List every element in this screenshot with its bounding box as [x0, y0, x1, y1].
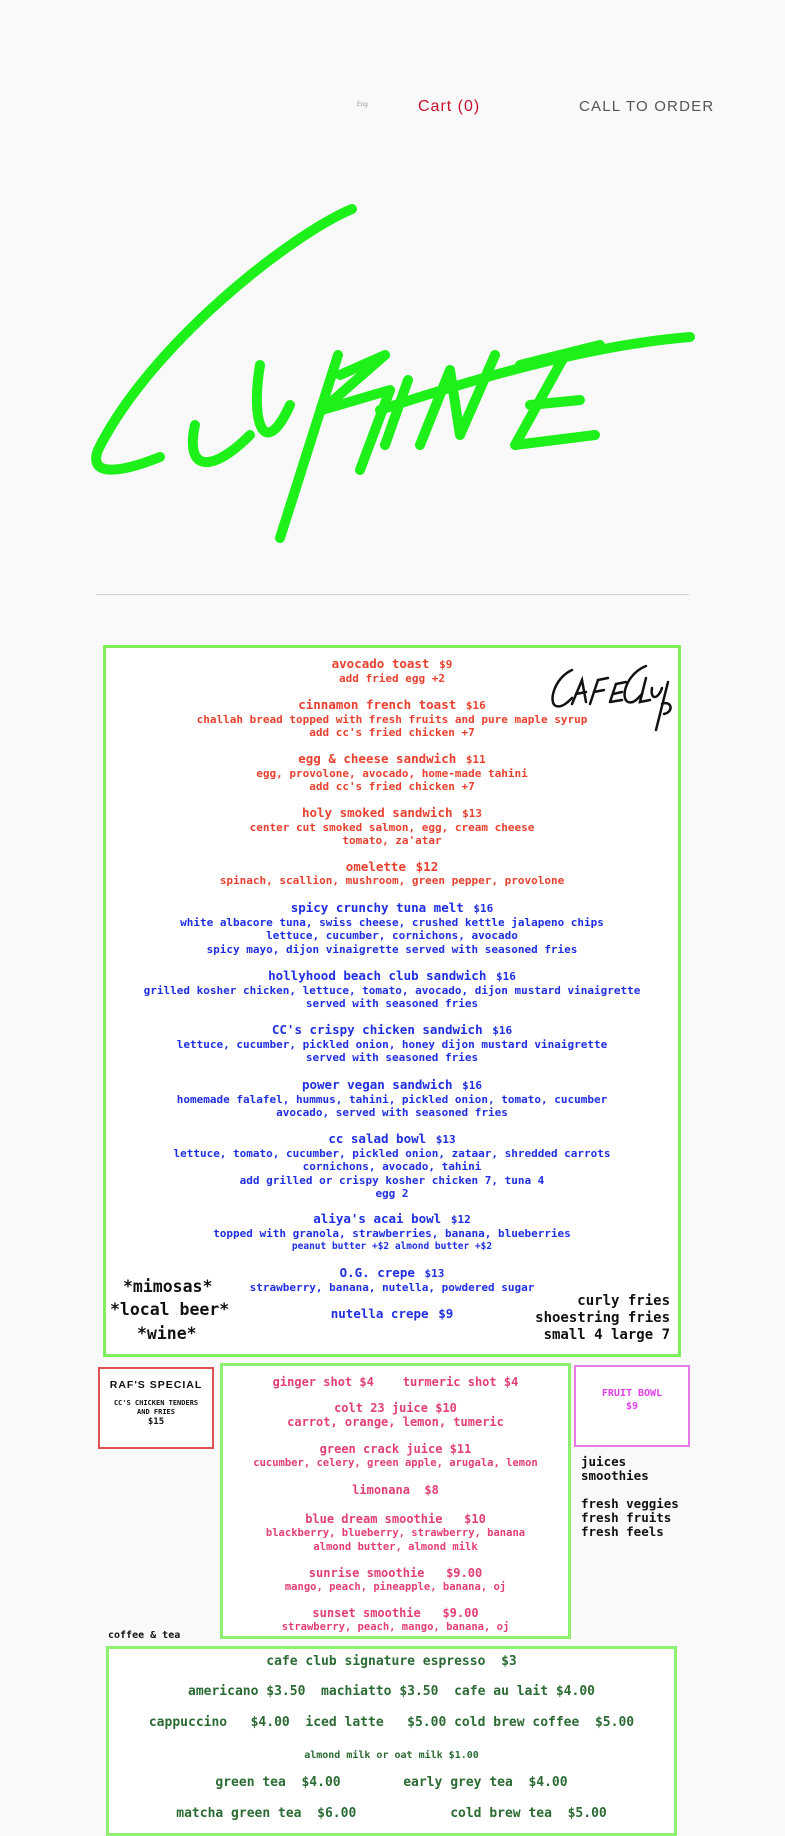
menu-item: avocado toast $9 add fried egg +2 [331, 656, 453, 685]
coffee-tea-label: coffee & tea [108, 1630, 181, 1641]
coffee-line: cafe club signature espresso $3 [266, 1654, 517, 1669]
juice-item: sunset smoothie $9.00 strawberry, peach, mango, banana, oj [281, 1606, 510, 1633]
juice-menu [220, 1363, 571, 1639]
shots-line: ginger shot $4 turmeric shot $4 [272, 1375, 519, 1389]
juice-item: colt 23 juice $10 carrot, orange, lemon, tumeric [287, 1401, 504, 1429]
cart-link[interactable]: Cart (0) [418, 98, 481, 115]
coffee-line: cappuccino $4.00 iced latte $5.00 cold brew coffee $5.00 [148, 1715, 635, 1730]
fruit-bowl-title: FRUIT BOWL [601, 1388, 663, 1399]
rafs-special-line: AND FRIES [137, 1408, 175, 1416]
coffee-line: americano $3.50 machiatto $3.50 cafe au lait $4.00 [188, 1684, 595, 1699]
menu-item: egg & cheese sandwich $11 egg, provolone, avocado, home-made tahini add cc's fried chicken +7 [256, 751, 528, 793]
menu-item: power vegan sandwich $16 homemade falafel, hummus, tahini, pickled onion, tomato, cucumber avocado, served with seasoned fries [176, 1077, 608, 1119]
coffee-line: almond milk or oat milk $1.00 [304, 1750, 479, 1761]
menu-extra: *mimosas* [123, 1277, 213, 1296]
fruit-bowl-price: $9 [625, 1401, 639, 1412]
cuisine-logo[interactable] [90, 195, 695, 560]
rafs-special-card [98, 1367, 214, 1449]
menu-item: aliya's acai bowl $12 topped with granola, strawberries, banana, blueberries peanut butter +$2 almond butter +$2 [213, 1211, 571, 1252]
juice-item: blue dream smoothie $10 blackberry, blueberry, strawberry, banana almond butter, almond milk [265, 1512, 526, 1553]
rafs-special-line: CC'S CHICKEN TENDERS [113, 1399, 199, 1407]
juice-item: limonana $8 [352, 1483, 439, 1497]
rafs-special-title: RAF'S SPECIAL [109, 1379, 203, 1391]
fries-list: curly fries shoestring fries small 4 large 7 [535, 1293, 670, 1343]
rafs-special-price: $15 [147, 1417, 165, 1427]
coffee-line: matcha green tea $6.00 cold brew tea $5.00 [176, 1806, 607, 1821]
fruit-bowl-card [574, 1365, 690, 1447]
menu-item: CC's crispy chicken sandwich $16 lettuce, cucumber, pickled onion, honey dijon mustard vinaigrette served with seasoned fries [176, 1022, 608, 1064]
menu-extra: *wine* [137, 1324, 197, 1343]
menu-item: holy smoked sandwich $13 center cut smoked salmon, egg, cream cheese tomato, za'atar [249, 805, 535, 847]
food-menu [103, 645, 681, 1357]
menu-item: omelette $12 spinach, scallion, mushroom, green pepper, provolone [219, 859, 565, 887]
menu-item: O.G. crepe $13 strawberry, banana, nutella, powdered sugar [249, 1265, 535, 1294]
menu-item: spicy crunchy tuna melt $16 white albacore tuna, swiss cheese, crushed kettle jalapeno chips lettuce, cucumber, cornichons, avocado spicy mayo, dijon vinaigrette served with seasoned fries [180, 900, 604, 956]
language-selector[interactable]: Eng [357, 102, 368, 108]
menu-item: cinnamon french toast $16 challah bread topped with fresh fruits and pure maple syrup add cc's fried chicken +7 [196, 697, 588, 739]
side-text: juices smoothies fresh veggies fresh fruits fresh feels [581, 1454, 679, 1539]
header-divider [96, 594, 689, 595]
coffee-line: green tea $4.00 early grey tea $4.00 [215, 1775, 568, 1790]
coffee-menu [106, 1646, 677, 1836]
juice-item: sunrise smoothie $9.00 mango, peach, pineapple, banana, oj [284, 1566, 507, 1593]
menu-item: nutella crepe $9 [330, 1306, 454, 1321]
call-to-order-link[interactable]: CALL TO ORDER [579, 98, 715, 115]
menu-item: hollyhood beach club sandwich $16 grilled kosher chicken, lettuce, tomato, avocado, dijon mustard vinaigrette served with seasoned fries [143, 968, 641, 1010]
menu-item: cc salad bowl $13 lettuce, tomato, cucumber, pickled onion, zataar, shredded carrots cornichons, avocado, tahini add grilled or crispy kosher chicken 7, tuna 4 egg 2 [173, 1131, 611, 1200]
juice-item: green crack juice $11 cucumber, celery, green apple, arugala, lemon [253, 1442, 538, 1469]
menu-extra: *local beer* [110, 1300, 230, 1319]
